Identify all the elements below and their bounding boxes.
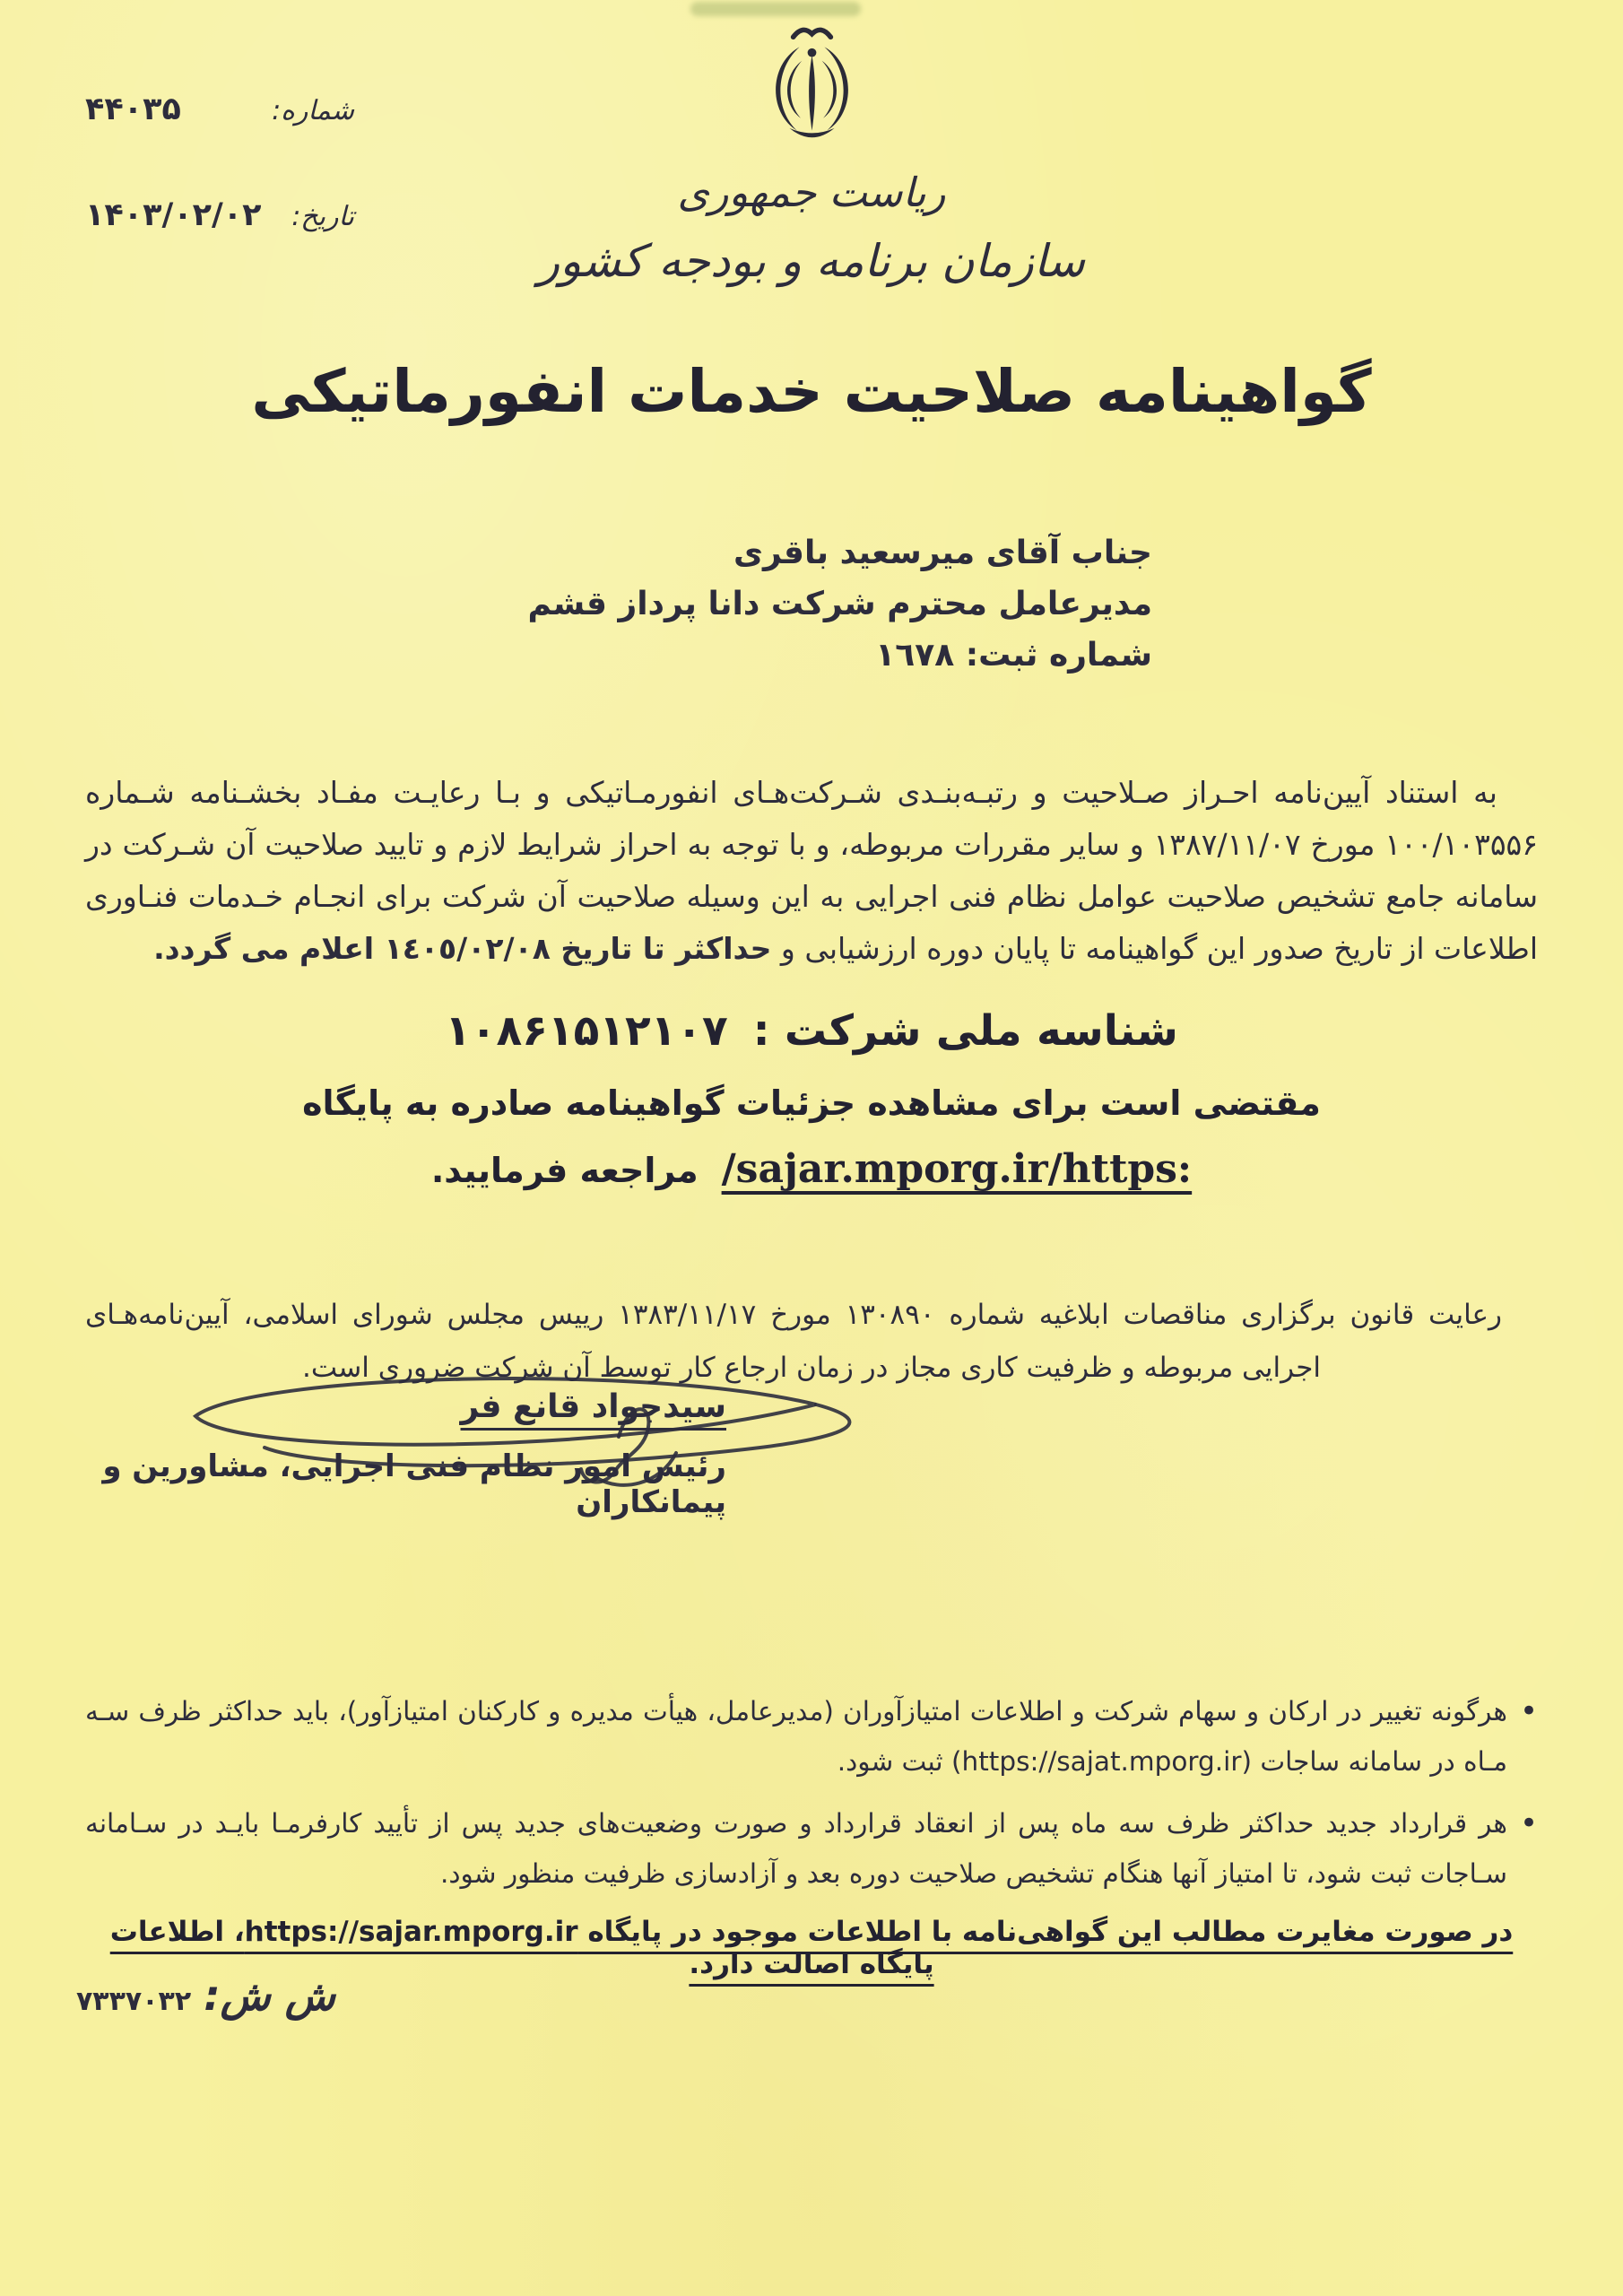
- serial-label: ش ش:: [204, 1971, 335, 2020]
- authenticity-disclaimer: در صورت مغایرت مطالب این گواهی‌نامه با اطلاعات موجود در پایگاه https://sajar.mporg.ir، اطلاعات پایگاه اصالت دارد.: [109, 1916, 1514, 1980]
- portal-url-line: [0, 1146, 1623, 1192]
- iran-allah-emblem-icon: [747, 23, 877, 167]
- certificate-title: گواهینامه صلاحیت خدمات انفورماتیکی: [251, 357, 1372, 426]
- letter-date-label: تاریخ:: [291, 201, 354, 232]
- portal-instruction-line: مقتضی است برای مشاهده جزئیات گواهینامه صادره به پایگاه: [302, 1083, 1321, 1123]
- signatory-block: [94, 1388, 726, 1520]
- addressee-role: مدیرعامل محترم شرکت دانا پرداز قشم: [527, 586, 1152, 622]
- addressee-registration-number: شماره ثبت: ۱٦۷۸: [875, 637, 1152, 674]
- sajar-url-text: /sajar.mporg.ir/https:: [721, 1146, 1193, 1192]
- body-text-regular: به استناد آیین‌نامه احـراز صـلاحیت و رتبـه‌بنـدی شـرکت‌هـای انفورمـاتیکی و بـا رعایـت مفـاد بخشـنامه شـماره ۱۰۰/۱۰۳۵۵۶ مورخ ۱۳۸۷/۱۱/۰۷ و سایر مقررات مربوطه، و با توجه به احراز شرایط لازم و تایید صلاحیت آن شـرکت در سامانه جامع تشخیص صلاحیت عوامل نظام فنی اجرایی به این وسیله صلاحیت آن شرکت برای انجـام خـدمات فنـاوری اطلاعات از تاریخ صدور این گواهینامه تا پایان دوره ارزشیابی و: [85, 775, 1538, 966]
- list-item: [85, 1798, 1538, 1899]
- addressee-block: [528, 527, 1152, 681]
- signatory-title: رئیس امور نظام فنی اجرایی، مشاورین و پیمانکاران: [102, 1448, 726, 1520]
- letter-date-value: ۱۴۰۳/۰۲/۰۲: [85, 197, 262, 233]
- letter-number-row: [85, 91, 354, 156]
- bullet-icon: •: [1519, 1805, 1538, 1841]
- org-pbo-line: سازمان برنامه و بودجه کشور: [537, 235, 1086, 287]
- footnote-text-2: هر قرارداد جدید حداکثر ظرف سه ماه پس از انعقاد قرارداد و صورت وضعیت‌های جدید پس از تأیید کارفرمـا بایـد در سـامانه سـاجات ثبت شود، تا امتیاز آنها هنگام تشخیص صلاحیت دوره بعد و آزادسازی ظرفیت منظور شود.: [85, 1808, 1507, 1889]
- footnote-text-1: هرگونه تغییر در ارکان و سهام شرکت و اطلاعات امتیازآوران (مدیرعامل، هیأت مدیره و کارکنان امتیازآور)، باید حداکثر ظرف سـه مـاه در سامانه ساجات (https://sajat.mporg.ir) ثبت شود.: [85, 1696, 1507, 1777]
- scan-artifact-smudge: [690, 2, 861, 16]
- org-presidency-line: ریاست جمهوری: [677, 169, 946, 216]
- letter-number-value: ۴۴۰۳۵: [85, 91, 181, 127]
- letter-number-label: شماره:: [272, 95, 354, 126]
- body-text-validity-bold: حداکثر تا تاریخ ۱٤۰٥/۰۲/۰۸ اعلام می گردد.: [153, 931, 772, 966]
- tender-law-paragraph: رعایت قانون برگزاری مناقصات ابلاغیه شماره ۱۳۰۸۹۰ مورخ ۱۳۸۳/۱۱/۱۷ رییس مجلس شورای اسلامی، آیین‌نامه‌هـای اجرایی مربوطه و ظرفیت کاری مجاز در زمان ارجاع کار توسط آن شرکت ضروری است.: [85, 1299, 1502, 1384]
- list-item: [85, 1686, 1538, 1787]
- national-id-value: ۱۰۸۶۱۵۱۲۱۰۷: [445, 1006, 728, 1056]
- certificate-body-paragraph: [85, 767, 1538, 975]
- portal-visit-text: مراجعه فرمایید.: [430, 1151, 699, 1190]
- signatory-name: سیدجواد قانع فر: [460, 1388, 726, 1425]
- serial-value: ۷۳۳۷۰۳۲: [76, 1986, 192, 2017]
- addressee-name: جناب آقای میرسعید باقری: [733, 535, 1152, 571]
- footnotes-list: [85, 1686, 1538, 1910]
- national-id-label: شناسه ملی شرکت :: [752, 1006, 1178, 1056]
- national-id-line: [0, 1006, 1623, 1056]
- bullet-icon: •: [1519, 1693, 1538, 1729]
- serial-number-block: [76, 1971, 335, 2020]
